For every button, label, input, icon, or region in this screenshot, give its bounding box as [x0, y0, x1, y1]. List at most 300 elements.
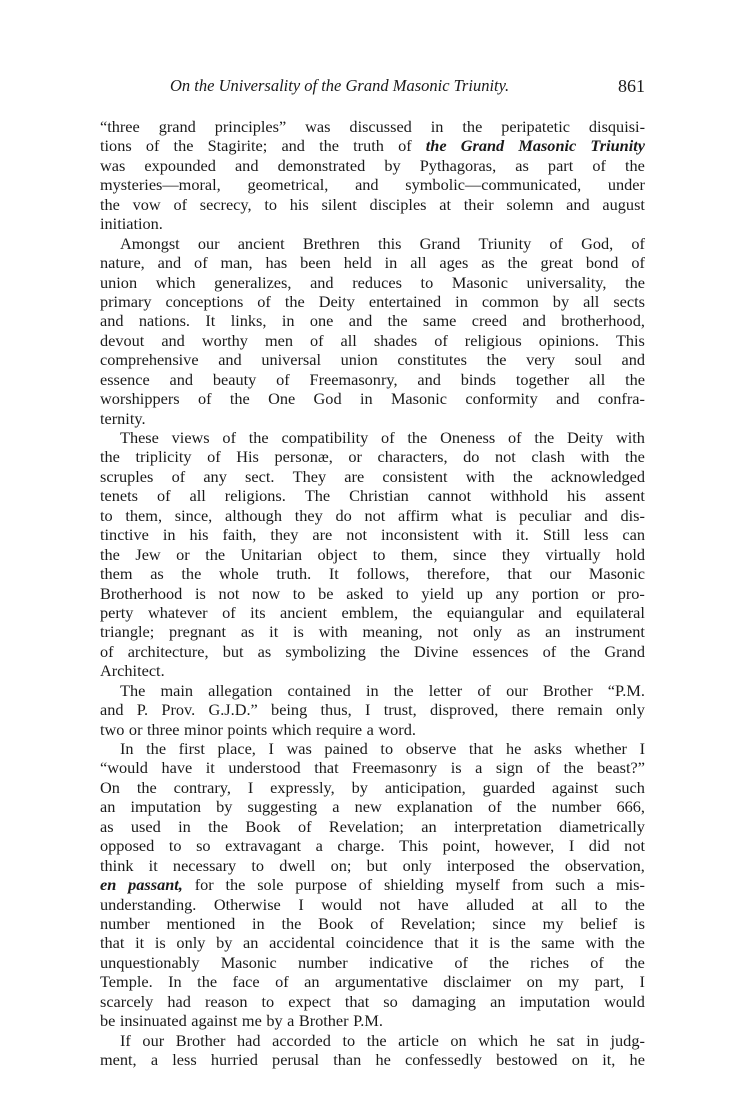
- word: I: [298, 894, 304, 914]
- word: in: [359, 389, 373, 409]
- word: which: [271, 719, 312, 739]
- word: understanding.: [100, 894, 197, 914]
- word: grand: [158, 117, 196, 136]
- word: there: [511, 700, 545, 720]
- word: a: [332, 797, 340, 817]
- word: my: [558, 972, 580, 992]
- word: Freemasonry: [352, 758, 438, 778]
- word: held: [343, 253, 372, 273]
- word: is: [293, 622, 304, 642]
- word: and: [310, 272, 334, 292]
- word: an: [100, 797, 116, 817]
- word: the: [197, 972, 218, 992]
- word: a: [315, 836, 323, 856]
- word: to: [100, 505, 113, 525]
- word: with: [318, 622, 348, 642]
- word: nature,: [100, 253, 145, 273]
- text-line: [100, 136, 645, 155]
- word: of: [297, 816, 312, 836]
- word: on: [526, 972, 543, 992]
- word: soul: [574, 350, 602, 370]
- word: with: [465, 466, 495, 486]
- word: therefore,: [427, 564, 490, 584]
- word: the: [100, 194, 120, 214]
- word: the: [136, 777, 157, 797]
- word: with: [472, 525, 502, 545]
- word: and: [161, 330, 185, 350]
- word: essence: [100, 369, 150, 389]
- word: demonstrated: [277, 155, 366, 175]
- word: Triunity: [478, 233, 532, 253]
- word: sign: [495, 758, 524, 778]
- word: personæ,: [274, 447, 333, 467]
- word: number: [297, 952, 348, 972]
- word: as: [481, 253, 495, 273]
- word: place,: [217, 739, 256, 758]
- word: an: [304, 972, 320, 992]
- word: and: [100, 700, 124, 720]
- word: hurried: [210, 1050, 258, 1069]
- word: all: [589, 369, 606, 389]
- word: the: [229, 389, 250, 409]
- text-line: [100, 992, 645, 1011]
- word: of: [358, 875, 373, 895]
- text-line: [100, 467, 645, 486]
- word: of: [156, 486, 171, 506]
- word: be: [100, 1011, 116, 1031]
- text-line: [100, 817, 645, 836]
- word: since: [492, 913, 526, 933]
- text-line: [100, 545, 645, 564]
- word: an: [243, 933, 259, 953]
- word: its: [250, 602, 266, 622]
- word: bond: [585, 253, 619, 273]
- word: It: [205, 311, 216, 331]
- word: trust,: [383, 700, 417, 720]
- text-line: [100, 622, 645, 641]
- word: the: [412, 602, 433, 622]
- word: Deity: [318, 291, 355, 311]
- word: brotherhood,: [561, 311, 645, 331]
- word: instrument: [575, 622, 645, 642]
- word: mis-: [615, 875, 645, 895]
- word: of: [508, 428, 522, 447]
- word: links,: [230, 311, 267, 331]
- word: perty: [100, 602, 134, 622]
- word: but: [222, 641, 244, 661]
- word: If: [120, 1030, 131, 1050]
- word: they: [501, 544, 530, 564]
- text-line: [100, 895, 645, 914]
- word: our: [549, 564, 572, 584]
- word: but: [366, 855, 388, 875]
- text-line: [100, 525, 645, 544]
- word: ment,: [100, 1050, 137, 1069]
- word: an: [545, 622, 561, 642]
- word: diametrically: [559, 816, 645, 836]
- word: One: [268, 389, 296, 409]
- word: worthy: [201, 330, 248, 350]
- word: or: [128, 719, 143, 739]
- word: of: [477, 680, 491, 700]
- text-line: [100, 234, 645, 253]
- word: a: [287, 1011, 295, 1031]
- word: than: [333, 1050, 362, 1069]
- word: essences: [472, 641, 529, 661]
- word: to: [292, 583, 306, 603]
- text-line: [100, 778, 645, 797]
- word: judg-: [610, 1030, 645, 1050]
- word: all: [560, 894, 578, 914]
- word: his: [189, 525, 209, 545]
- word: great: [540, 253, 573, 273]
- word: since: [452, 544, 487, 564]
- word: and: [100, 311, 124, 331]
- word: religions.: [224, 486, 286, 506]
- word: the: [563, 758, 584, 778]
- word: of: [222, 602, 236, 622]
- word: had: [237, 1030, 261, 1050]
- text-line: [100, 720, 645, 739]
- word: that: [468, 739, 494, 758]
- word: with: [580, 447, 610, 467]
- word: and: [157, 253, 182, 273]
- word: the: [507, 253, 528, 273]
- word: them,: [400, 544, 438, 564]
- word: august: [602, 194, 645, 214]
- text-line: [100, 661, 645, 680]
- word: the: [624, 933, 645, 953]
- word: the: [319, 136, 339, 156]
- word: Oneness: [440, 428, 496, 447]
- word: he: [375, 1050, 391, 1069]
- word: that: [344, 991, 370, 1011]
- word: myself: [455, 875, 500, 895]
- word: of: [276, 369, 290, 389]
- word: their: [463, 194, 494, 214]
- word: tenets: [100, 486, 138, 506]
- word: in: [586, 1030, 599, 1050]
- text-line: [100, 1031, 645, 1050]
- word: On: [100, 777, 120, 797]
- word: “would: [100, 758, 148, 778]
- word: not: [218, 583, 240, 603]
- word: letter: [428, 680, 463, 700]
- word: or: [591, 583, 606, 603]
- word: only: [176, 933, 206, 953]
- word: Grand: [460, 136, 505, 156]
- word: in: [178, 816, 191, 836]
- word: secrecy,: [199, 194, 252, 214]
- word: contrary,: [173, 777, 231, 797]
- word: object: [317, 544, 358, 564]
- word: that: [100, 933, 125, 953]
- word: with: [585, 933, 615, 953]
- word: not: [437, 622, 459, 642]
- word: observation,: [564, 855, 645, 875]
- text-line: [100, 389, 645, 408]
- word: number: [551, 797, 602, 817]
- word: as: [515, 155, 529, 175]
- word: Triunity: [590, 136, 645, 156]
- word: his: [567, 486, 587, 506]
- word: comprehensive: [100, 350, 199, 370]
- word: the: [225, 875, 246, 895]
- word: ages: [439, 253, 469, 273]
- word: for: [194, 875, 214, 895]
- word: Revelation;: [328, 816, 404, 836]
- word: on;: [330, 855, 352, 875]
- word: scarcely: [100, 991, 154, 1011]
- word: part,: [594, 972, 624, 992]
- word: number: [100, 913, 150, 933]
- word: to: [261, 991, 275, 1011]
- word: minor: [184, 719, 223, 739]
- word: ancient: [237, 233, 285, 253]
- word: the: [366, 1030, 387, 1050]
- word: main: [160, 680, 194, 700]
- word: in: [430, 117, 444, 136]
- word: with: [615, 428, 645, 447]
- word: was: [286, 739, 312, 758]
- word: faith,: [222, 525, 257, 545]
- text-line: [100, 933, 645, 952]
- word: union: [340, 350, 378, 370]
- word: man,: [220, 253, 253, 273]
- word: asks: [533, 739, 562, 758]
- word: indicative: [368, 952, 434, 972]
- word: en: [100, 875, 117, 895]
- word: in: [162, 525, 176, 545]
- word: union: [100, 272, 138, 292]
- word: Revelation;: [400, 913, 476, 933]
- word: Masonic: [588, 564, 645, 584]
- word: The: [304, 486, 331, 506]
- word: the: [516, 797, 537, 817]
- word: and: [281, 136, 305, 156]
- word: ternity.: [100, 408, 146, 428]
- word: universality,: [526, 272, 607, 292]
- word: “three: [100, 117, 140, 136]
- word: triplicity: [135, 447, 192, 467]
- word: disclaimer: [443, 972, 512, 992]
- word: disquisi-: [588, 117, 645, 136]
- word: the: [625, 894, 645, 914]
- word: inconsistent: [381, 525, 459, 545]
- text-line: [100, 836, 645, 855]
- word: belief: [580, 913, 618, 933]
- word: argumentative: [334, 972, 428, 992]
- word: now: [252, 583, 281, 603]
- text-line: [100, 914, 645, 933]
- word: them,: [125, 505, 163, 525]
- word: think: [100, 855, 134, 875]
- word: is: [154, 933, 166, 953]
- text-line: [100, 739, 645, 758]
- word: in: [252, 913, 265, 933]
- word: Brethren: [302, 233, 360, 253]
- word: unquestionably: [100, 952, 200, 972]
- word: Still: [542, 525, 570, 545]
- text-line: [100, 856, 645, 875]
- word: common: [481, 291, 539, 311]
- word: require: [316, 719, 363, 739]
- word: it: [148, 855, 158, 875]
- word: Masonic: [518, 136, 577, 156]
- word: Brother: [298, 1011, 349, 1031]
- word: The: [120, 680, 146, 700]
- word: confra-: [597, 389, 645, 409]
- word: charge.: [337, 836, 385, 856]
- word: of: [222, 428, 236, 447]
- word: imputation: [130, 797, 202, 817]
- word: in: [281, 311, 295, 331]
- word: interpretation: [454, 816, 542, 836]
- word: generalizes,: [214, 272, 292, 292]
- word: not: [364, 505, 386, 525]
- text-line: [100, 175, 645, 194]
- word: word.: [378, 719, 416, 739]
- word: and: [348, 311, 373, 331]
- word: or: [176, 544, 190, 564]
- word: the: [489, 952, 509, 972]
- word: Architect.: [100, 661, 165, 681]
- word: of: [542, 641, 557, 661]
- word: of: [145, 136, 160, 156]
- word: of: [197, 389, 212, 409]
- word: them: [100, 564, 133, 584]
- word: it.: [515, 525, 529, 545]
- word: the: [281, 913, 302, 933]
- word: they: [294, 505, 323, 525]
- word: as: [150, 564, 164, 584]
- word: me: [241, 1011, 262, 1031]
- word: in: [365, 680, 379, 700]
- word: asked: [346, 583, 384, 603]
- word: I: [365, 700, 371, 720]
- word: can: [622, 525, 645, 545]
- word: they: [270, 525, 299, 545]
- word: constitutes: [397, 350, 467, 370]
- word: remain: [557, 700, 603, 720]
- text-line: [100, 972, 645, 991]
- word: against: [552, 777, 599, 797]
- word: I: [639, 739, 645, 758]
- text-line: [100, 1011, 645, 1030]
- word: has: [265, 253, 288, 273]
- page-number: 861: [618, 76, 645, 96]
- word: suggesting: [247, 797, 318, 817]
- word: the: [625, 952, 645, 972]
- word: Grand: [604, 641, 645, 661]
- word: used: [130, 816, 161, 836]
- word: by: [216, 933, 233, 953]
- word: symbolic—communicated,: [405, 175, 582, 195]
- word: an: [490, 991, 506, 1011]
- word: Prov.: [161, 700, 196, 720]
- word: pregnant: [169, 622, 227, 642]
- word: contained: [287, 680, 351, 700]
- word: triangle;: [100, 622, 155, 642]
- word: reduces: [352, 272, 402, 292]
- word: to: [380, 739, 394, 758]
- word: and: [218, 350, 242, 370]
- text-line: [100, 117, 645, 136]
- word: the: [425, 136, 447, 156]
- word: extravagant: [225, 836, 302, 856]
- word: and: [417, 369, 441, 389]
- word: meaning,: [362, 622, 423, 642]
- word: dis-: [620, 505, 645, 525]
- text-line: [100, 486, 645, 505]
- word: of: [590, 952, 604, 972]
- word: by: [552, 291, 570, 311]
- word: Book: [318, 913, 354, 933]
- word: same: [541, 933, 575, 953]
- word: peculiar: [519, 505, 572, 525]
- word: new: [354, 797, 382, 817]
- word: less: [172, 1050, 197, 1069]
- word: anticipation,: [384, 777, 466, 797]
- word: would: [604, 991, 645, 1011]
- word: all: [189, 486, 206, 506]
- word: virtually: [545, 544, 601, 564]
- word: of: [100, 641, 114, 661]
- word: as: [100, 816, 114, 836]
- word: the: [407, 428, 428, 447]
- word: geometrical,: [247, 175, 329, 195]
- word: the: [387, 311, 408, 331]
- word: of: [173, 194, 187, 214]
- word: Amongst: [120, 233, 180, 253]
- word: less: [583, 525, 609, 545]
- word: an: [421, 816, 437, 836]
- word: to: [264, 194, 277, 214]
- word: of: [207, 447, 221, 467]
- word: expounded: [144, 155, 216, 175]
- word: of: [434, 330, 448, 350]
- word: all: [410, 253, 427, 273]
- word: from: [511, 875, 544, 895]
- word: do: [463, 447, 480, 467]
- word: face: [232, 972, 260, 992]
- word: G.J.D.”: [208, 700, 258, 720]
- word: disproved,: [430, 700, 499, 720]
- text-line: [100, 700, 645, 719]
- word: at: [439, 194, 452, 214]
- word: P.M.: [353, 1011, 383, 1031]
- word: and: [621, 350, 645, 370]
- word: the: [205, 544, 226, 564]
- word: This: [399, 836, 429, 856]
- word: to: [251, 855, 265, 875]
- word: sects: [613, 291, 645, 311]
- word: sole: [257, 875, 284, 895]
- word: as: [516, 622, 531, 642]
- word: this: [377, 233, 402, 253]
- text-line: [100, 273, 645, 292]
- word: the: [181, 564, 202, 584]
- word: such: [615, 777, 645, 797]
- word: primary: [100, 291, 152, 311]
- word: of: [370, 913, 384, 933]
- word: guarded: [482, 777, 536, 797]
- word: initiation.: [100, 214, 163, 234]
- word: of: [631, 233, 645, 253]
- word: as: [240, 622, 255, 642]
- word: allegation: [208, 680, 273, 700]
- word: perusal: [272, 1050, 320, 1069]
